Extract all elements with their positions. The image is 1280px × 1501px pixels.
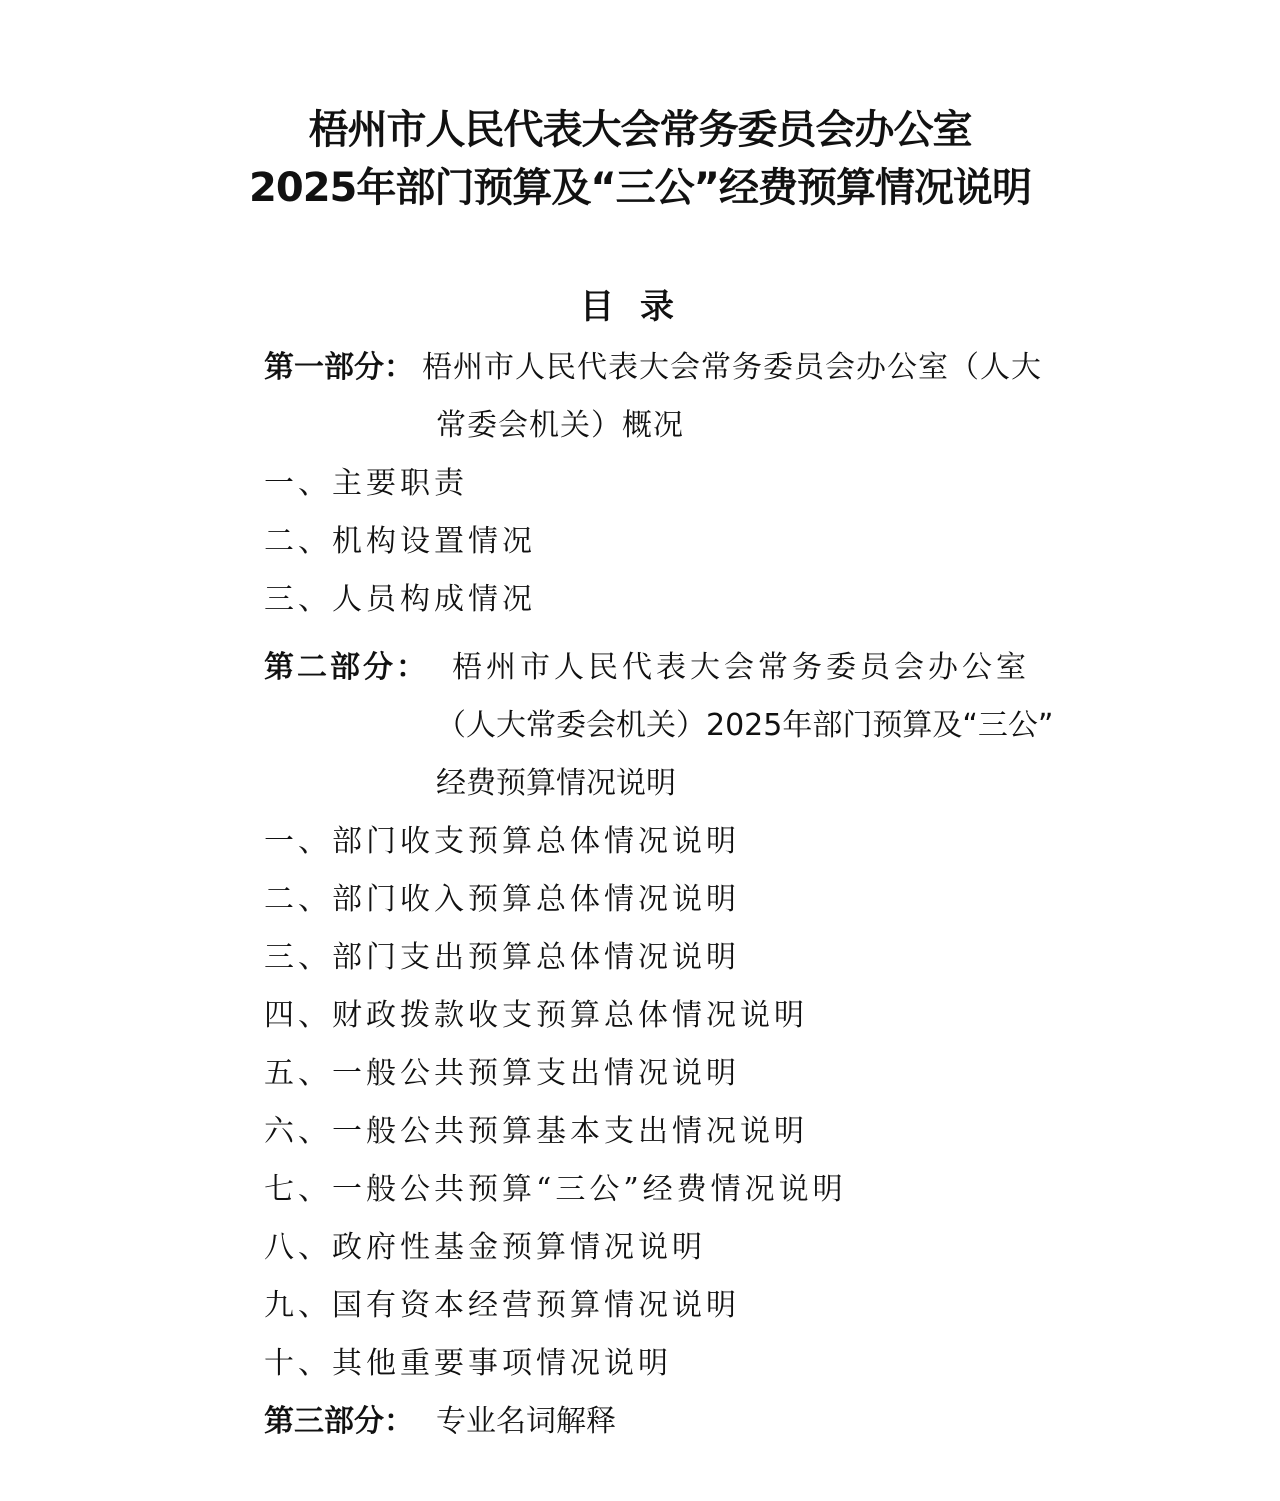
part1-title-line-1: 梧州市人民代表大会常务委员会办公室（人大	[422, 350, 1042, 385]
document-title-line-2: 2025年部门预算及“三公”经费预算情况说明	[249, 165, 1031, 211]
part2-label: 第二部分：	[264, 650, 429, 685]
part2-item-8: 八、政府性基金预算情况说明	[264, 1230, 706, 1265]
part3-title: 专业名词解释	[436, 1404, 616, 1439]
toc-heading: 目录	[580, 287, 700, 327]
part2-item-7: 七、一般公共预算“三公”经费情况说明	[264, 1172, 847, 1207]
part2-item-3: 三、部门支出预算总体情况说明	[264, 940, 740, 975]
part2-item-4: 四、财政拨款收支预算总体情况说明	[264, 998, 808, 1033]
part2-item-1: 一、部门收支预算总体情况说明	[264, 824, 740, 859]
part2-item-10: 十、其他重要事项情况说明	[264, 1346, 672, 1381]
part2-title-line-1: 梧州市人民代表大会常务委员会办公室	[452, 650, 1030, 685]
part2-title-line-2: （人大常委会机关）2025年部门预算及“三公”	[436, 708, 1054, 743]
document-title-line-1: 梧州市人民代表大会常务委员会办公室	[308, 107, 972, 153]
part2-item-2: 二、部门收入预算总体情况说明	[264, 882, 740, 917]
part1-item-1: 一、主要职责	[264, 466, 468, 501]
part3-label: 第三部分：	[264, 1404, 414, 1439]
part2-item-6: 六、一般公共预算基本支出情况说明	[264, 1114, 808, 1149]
part1-title-line-2: 常委会机关）概况	[436, 408, 684, 443]
part1-item-3: 三、人员构成情况	[264, 582, 536, 617]
part2-item-9: 九、国有资本经营预算情况说明	[264, 1288, 740, 1323]
part2-item-5: 五、一般公共预算支出情况说明	[264, 1056, 740, 1091]
part2-title-line-3: 经费预算情况说明	[436, 766, 676, 801]
part1-label: 第一部分：	[264, 350, 414, 385]
part1-item-2: 二、机构设置情况	[264, 524, 536, 559]
